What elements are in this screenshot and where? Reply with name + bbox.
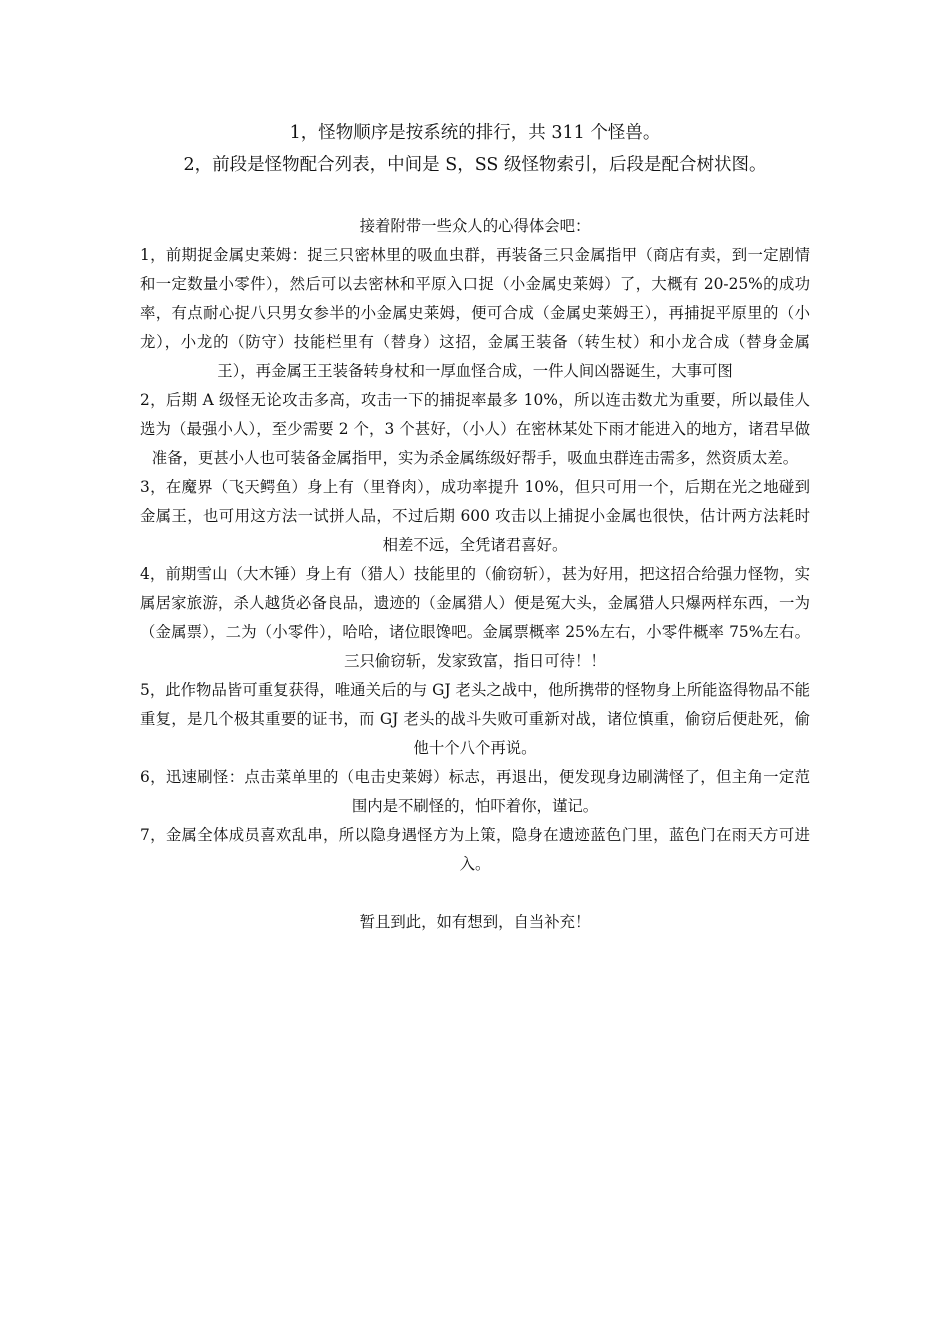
intro-line-1: 1，怪物顺序是按系统的排行，共 311 个怪兽。	[289, 123, 661, 143]
tip-paragraph-3: 3，在魔界（飞天鳄鱼）身上有（里脊肉），成功率提升 10%，但只可用一个，后期在光之地碰到金属王，也可用这方法一试拼人品，不过后期 600 攻击以上捕捉小金属也很快，估计两方法耗时相差不远，全凭诸君喜好。	[140, 478, 810, 554]
tip-paragraph-1: 1，前期捉金属史莱姆：捉三只密林里的吸血虫群，再装备三只金属指甲（商店有卖，到一定剧情和一定数量小零件），然后可以去密林和平原入口捉（小金属史莱姆）了，大概有 20-25%的成功率，有点耐心捉八只男女参半的小金属史莱姆，便可合成（金属史莱姆王），再捕捉平原里的（小龙），小龙的（防守）技能栏里有（替身）这招，金属王装备（转生杖）和小龙合成（替身金属王），再金属王王装备转身杖和一厚血怪合成，一件人间凶器诞生，大事可图	[140, 246, 810, 380]
tip-paragraph-4: 4，前期雪山（大木锤）身上有（猎人）技能里的（偷窃斩），甚为好用，把这招合给强力怪物，实属居家旅游，杀人越货必备良品，遗迹的（金属猎人）便是冤大头，金属猎人只爆两样东西，一为（金属票），二为（小零件），哈哈，诸位眼馋吧。金属票概率 25%左右，小零件概率 75%左右。三只偷窃斩，发家致富，指日可待！！	[140, 565, 810, 670]
closing-line: 暂且到此，如有想到，自当补充！	[359, 913, 591, 931]
tip-paragraph-7: 7，金属全体成员喜欢乱串，所以隐身遇怪方为上策，隐身在遗迹蓝色门里，蓝色门在雨天方可进入。	[140, 826, 810, 873]
tip-paragraph-6: 6，迅速刷怪：点击菜单里的（电击史莱姆）标志，再退出，便发现身边刷满怪了，但主角一定范围内是不刷怪的，怕吓着你，谨记。	[140, 768, 810, 815]
tip-paragraph-5: 5，此作物品皆可重复获得，唯通关后的与 GJ 老头之战中，他所携带的怪物身上所能盗得物品不能重复，是几个极其重要的证书，而 GJ 老头的战斗失败可重新对战，诸位慎重，偷窃后便赴死，偷他十个八个再说。	[140, 681, 810, 757]
tips-heading: 接着附带一些众人的心得体会吧：	[359, 217, 591, 235]
tip-paragraph-2: 2，后期 A 级怪无论攻击多高，攻击一下的捕捉率最多 10%，所以连击数尤为重要，所以最佳人选为（最强小人），至少需要 2 个，3 个甚好，（小人）在密林某处下雨才能进入的地方，诸君早做准备，更甚小人也可装备金属指甲，实为杀金属练级好帮手，吸血虫群连击需多，然资质太差。	[140, 391, 810, 467]
intro-line-2: 2，前段是怪物配合列表，中间是 S，SS 级怪物索引，后段是配合树状图。	[183, 155, 767, 175]
tips-section	[140, 212, 810, 937]
